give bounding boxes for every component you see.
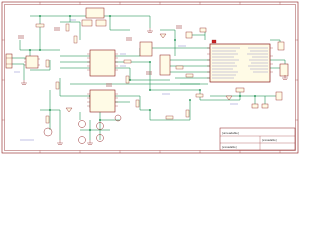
input-ic-icon [24,56,40,68]
status-led-icon [212,40,216,43]
sensor-row-icon [236,88,282,108]
microcontroller-icon [207,44,273,82]
title-block-footer: [unreadable] [222,146,237,149]
opamp-chip-lower-icon [87,90,118,112]
transistor-stage-icon [44,115,121,144]
title-block-revision: [unreadable] [262,139,277,142]
regulator-block [82,8,106,26]
resistors [36,24,203,123]
title-block [220,128,295,150]
crystal-icon [186,28,206,38]
right-connector-icon [278,42,288,76]
title-block-title: [unreadable] [222,131,239,135]
left-connector-icon [6,54,12,68]
mid-ic-icon [140,42,170,75]
opamp-chip-upper-icon [87,50,118,76]
